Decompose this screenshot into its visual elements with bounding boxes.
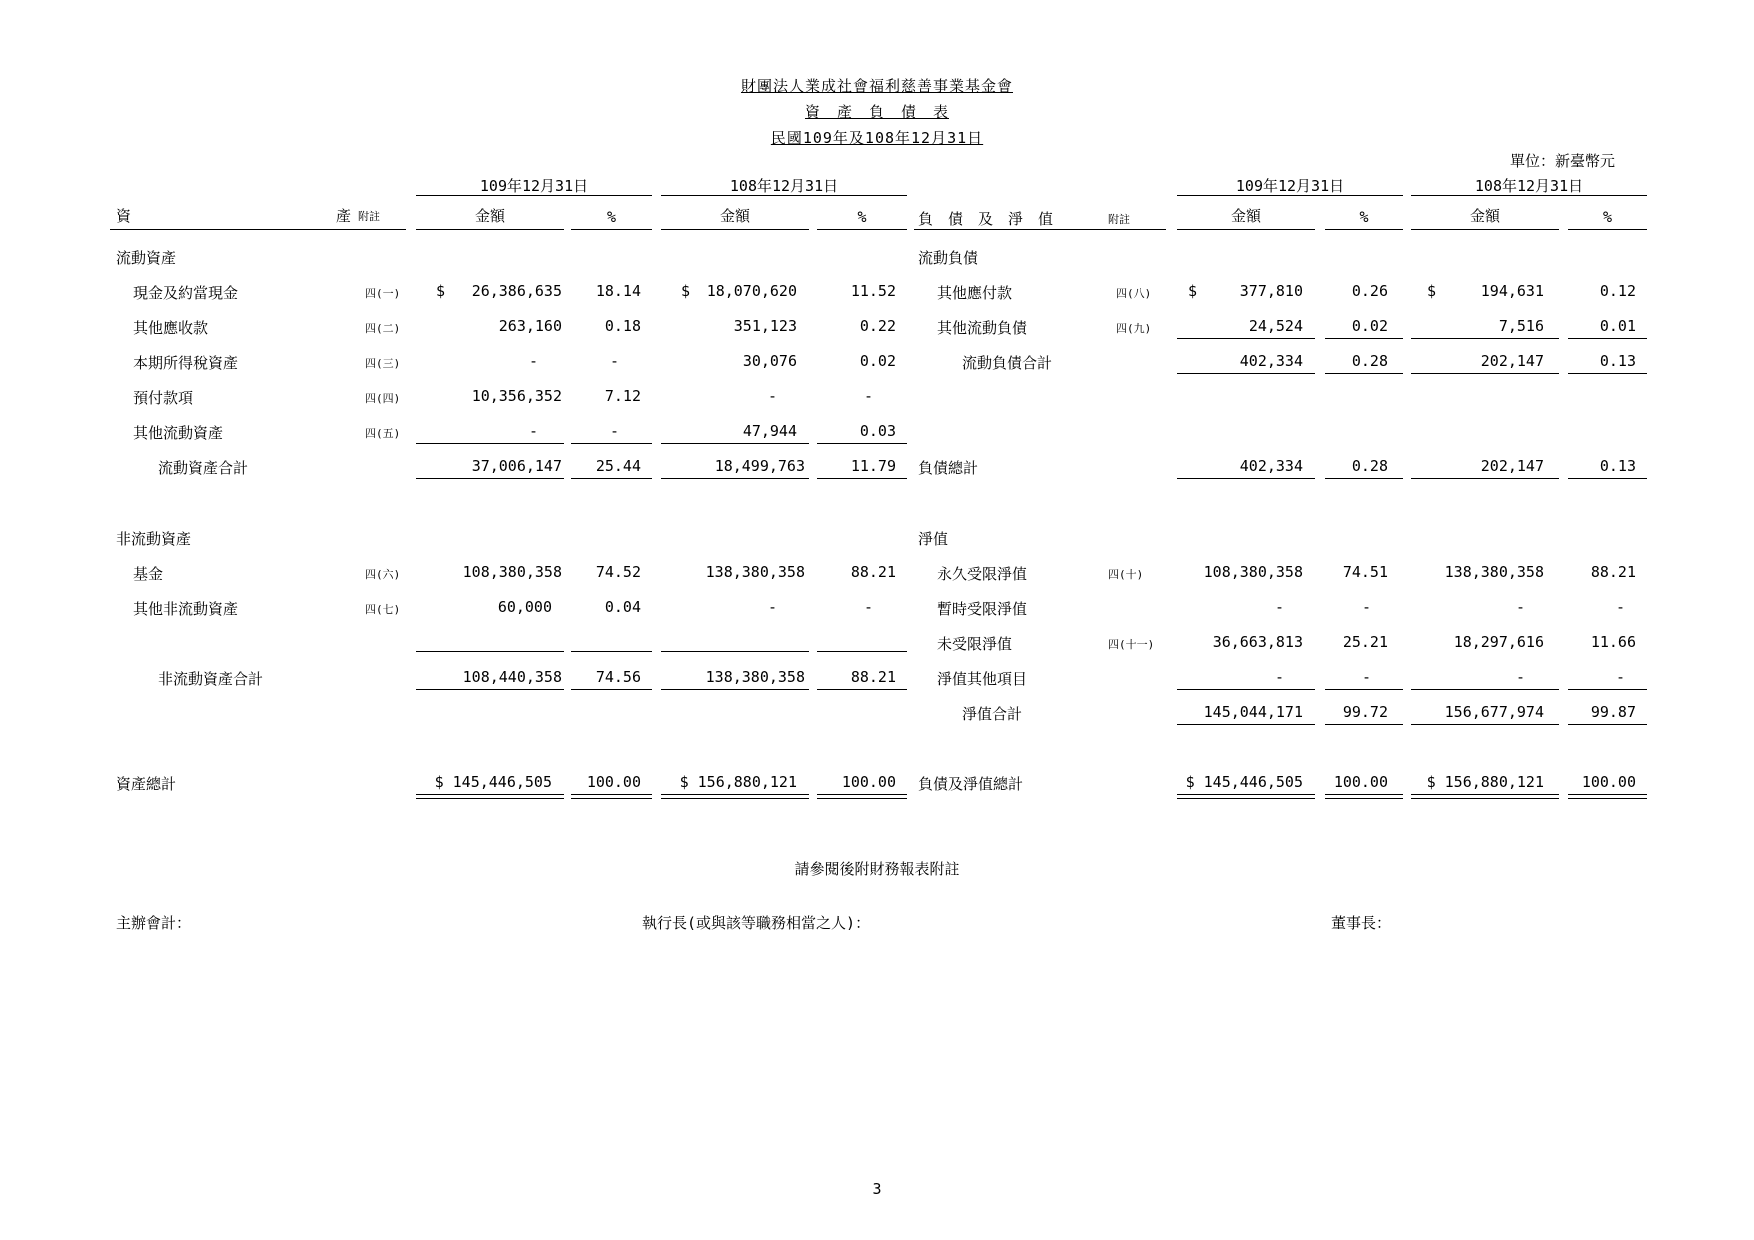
pct-109: 18.14 bbox=[595, 282, 641, 300]
current-assets-title: 流動資產 bbox=[116, 249, 177, 267]
footnote: 請參閱後附財務報表附註 bbox=[794, 860, 960, 878]
rule bbox=[1568, 229, 1647, 230]
rule bbox=[1411, 338, 1559, 339]
rule bbox=[1325, 338, 1403, 339]
pct-109: 0.28 bbox=[1351, 352, 1388, 370]
rule bbox=[1411, 229, 1559, 230]
pct-109: 25.44 bbox=[595, 457, 641, 475]
accountant-signature: 主辦會計： bbox=[116, 914, 192, 932]
report-title: 資 產 負 債 表 bbox=[804, 103, 949, 121]
pct-109: 25.21 bbox=[1342, 633, 1388, 651]
row-note: 四(八) bbox=[1116, 287, 1152, 300]
row-label: 現金及約當現金 bbox=[133, 284, 239, 302]
amount-108: 351,123 bbox=[733, 317, 797, 335]
row-note: 四(四) bbox=[365, 392, 401, 405]
amount-108: 156,677,974 bbox=[1444, 703, 1544, 721]
pct-109: 0.02 bbox=[1351, 317, 1388, 335]
current-liab-title: 流動負債 bbox=[918, 249, 979, 267]
amount-109: 108,380,358 bbox=[462, 563, 562, 581]
amount-109: 26,386,635 bbox=[471, 282, 562, 300]
rule bbox=[1568, 373, 1647, 374]
rule bbox=[1411, 724, 1559, 725]
amount-108: 30,076 bbox=[742, 352, 797, 370]
rule bbox=[571, 443, 652, 444]
amount-108: - bbox=[767, 387, 777, 405]
row-note: 四(十一) bbox=[1108, 638, 1155, 651]
dollar-sign: $ bbox=[436, 282, 446, 300]
pct-109: 0.28 bbox=[1351, 457, 1388, 475]
double-rule bbox=[1411, 794, 1559, 799]
pct-header: % bbox=[1359, 208, 1369, 226]
amount-109: - bbox=[1274, 598, 1284, 616]
amount-109: $ 145,446,505 bbox=[1185, 773, 1303, 791]
rule bbox=[661, 689, 809, 690]
rule bbox=[1325, 689, 1403, 690]
pct-108: 0.02 bbox=[859, 352, 896, 370]
pct-109: 0.26 bbox=[1351, 282, 1388, 300]
liab-header: 負 債 及 淨 值 bbox=[918, 210, 1054, 228]
row-label: 預付款項 bbox=[133, 389, 194, 407]
double-rule bbox=[817, 794, 907, 799]
rule bbox=[661, 443, 809, 444]
pct-108: 99.87 bbox=[1590, 703, 1636, 721]
right-date-109: 109年12月31日 bbox=[1235, 177, 1345, 195]
org-name: 財團法人業成社會福利慈善事業基金會 bbox=[740, 77, 1013, 95]
rule bbox=[1177, 373, 1315, 374]
row-label: 其他流動負債 bbox=[937, 319, 1028, 337]
rule bbox=[1411, 195, 1647, 196]
unit-label: 單位：新臺幣元 bbox=[1510, 152, 1616, 170]
row-note: 四(六) bbox=[365, 568, 401, 581]
row-label: 資產總計 bbox=[116, 775, 177, 793]
amount-header: 金額 bbox=[1469, 207, 1500, 225]
rule bbox=[416, 478, 564, 479]
double-rule bbox=[571, 794, 652, 799]
amount-109: 377,810 bbox=[1239, 282, 1303, 300]
report-period: 民國109年及108年12月31日 bbox=[770, 129, 984, 147]
pct-108: 88.21 bbox=[850, 668, 896, 686]
pct-header: % bbox=[1602, 208, 1613, 226]
pct-109: - bbox=[609, 352, 619, 370]
rule bbox=[661, 195, 907, 196]
pct-108: - bbox=[863, 387, 873, 405]
pct-108: 88.21 bbox=[850, 563, 896, 581]
rule bbox=[1568, 724, 1647, 725]
rule bbox=[1177, 338, 1315, 339]
rule bbox=[416, 651, 564, 652]
amount-109: $ 145,446,505 bbox=[434, 773, 552, 791]
noncurrent-assets-title: 非流動資產 bbox=[116, 530, 192, 548]
amount-109: 24,524 bbox=[1248, 317, 1303, 335]
amount-108: 18,499,763 bbox=[714, 457, 805, 475]
rule bbox=[1568, 478, 1647, 479]
double-rule bbox=[1325, 794, 1403, 799]
amount-109: 108,440,358 bbox=[462, 668, 562, 686]
rule bbox=[1411, 478, 1559, 479]
amount-108: $ 156,880,121 bbox=[1426, 773, 1544, 791]
rule bbox=[1177, 195, 1403, 196]
pct-108: 0.01 bbox=[1599, 317, 1636, 335]
row-label: 負債及淨值總計 bbox=[918, 775, 1024, 793]
rule bbox=[817, 478, 907, 479]
amount-109: 10,356,352 bbox=[471, 387, 562, 405]
double-rule bbox=[661, 794, 809, 799]
rule bbox=[1568, 338, 1647, 339]
rule bbox=[571, 229, 652, 230]
pct-108: 11.66 bbox=[1590, 633, 1636, 651]
double-rule bbox=[1568, 794, 1647, 799]
rule bbox=[914, 229, 1166, 230]
rule bbox=[110, 229, 406, 230]
row-label: 其他應付款 bbox=[937, 284, 1013, 302]
pct-108: 100.00 bbox=[1581, 773, 1636, 791]
amount-109: - bbox=[1274, 668, 1284, 686]
row-label: 非流動資產合計 bbox=[158, 670, 264, 688]
page-number: 3 bbox=[872, 1180, 882, 1198]
rule bbox=[817, 651, 907, 652]
row-label: 暫時受限淨值 bbox=[937, 600, 1028, 618]
pct-109: 99.72 bbox=[1342, 703, 1388, 721]
ceo-signature: 執行長(或與該等職務相當之人)： bbox=[642, 914, 871, 932]
row-note: 四(五) bbox=[365, 427, 401, 440]
rule bbox=[817, 689, 907, 690]
pct-108: 11.79 bbox=[850, 457, 896, 475]
dollar-sign: $ bbox=[681, 282, 691, 300]
rule bbox=[1325, 373, 1403, 374]
left-date-109: 109年12月31日 bbox=[479, 177, 589, 195]
row-label: 其他流動資產 bbox=[133, 424, 224, 442]
amount-109: 145,044,171 bbox=[1203, 703, 1303, 721]
rule bbox=[416, 229, 564, 230]
pct-108: 0.13 bbox=[1599, 352, 1636, 370]
row-note: 四(七) bbox=[365, 603, 401, 616]
row-label: 流動負債合計 bbox=[962, 354, 1053, 372]
rule bbox=[661, 651, 809, 652]
pct-108: 100.00 bbox=[841, 773, 896, 791]
rule bbox=[416, 689, 564, 690]
pct-108: 0.03 bbox=[859, 422, 896, 440]
pct-109: - bbox=[1361, 598, 1371, 616]
amount-109: 36,663,813 bbox=[1212, 633, 1303, 651]
row-label: 流動資產合計 bbox=[158, 459, 249, 477]
pct-109: 74.56 bbox=[595, 668, 641, 686]
assets-header-2: 產 bbox=[336, 207, 352, 225]
pct-108: 11.52 bbox=[850, 282, 896, 300]
pct-109: 74.51 bbox=[1342, 563, 1388, 581]
rule bbox=[1325, 229, 1403, 230]
amount-109: 402,334 bbox=[1239, 457, 1303, 475]
row-label: 淨值其他項目 bbox=[937, 670, 1028, 688]
pct-108: - bbox=[1615, 668, 1625, 686]
amount-108: $ 156,880,121 bbox=[679, 773, 797, 791]
pct-header: % bbox=[606, 208, 617, 226]
assets-header-1: 資 bbox=[116, 207, 132, 225]
amount-108: - bbox=[767, 598, 777, 616]
rule bbox=[1177, 689, 1315, 690]
pct-109: 100.00 bbox=[1333, 773, 1388, 791]
rule bbox=[1411, 689, 1559, 690]
row-label: 其他非流動資產 bbox=[133, 600, 239, 618]
amount-108: 47,944 bbox=[742, 422, 797, 440]
row-label: 負債總計 bbox=[918, 459, 979, 477]
note-header: 附註 bbox=[358, 210, 380, 223]
amount-108: 202,147 bbox=[1480, 352, 1544, 370]
double-rule bbox=[1177, 794, 1315, 799]
amount-109: 60,000 bbox=[497, 598, 552, 616]
row-label: 永久受限淨值 bbox=[937, 565, 1028, 583]
rule bbox=[1177, 478, 1315, 479]
rule bbox=[1177, 724, 1315, 725]
pct-109: - bbox=[1361, 668, 1371, 686]
pct-108: 0.13 bbox=[1599, 457, 1636, 475]
amount-108: 18,070,620 bbox=[706, 282, 797, 300]
amount-109: 402,334 bbox=[1239, 352, 1303, 370]
amount-108: 7,516 bbox=[1498, 317, 1544, 335]
pct-108: - bbox=[863, 598, 873, 616]
row-label: 其他應收款 bbox=[133, 319, 209, 337]
amount-108: 194,631 bbox=[1480, 282, 1544, 300]
pct-109: 100.00 bbox=[586, 773, 641, 791]
row-label: 未受限淨值 bbox=[937, 635, 1013, 653]
rule bbox=[1411, 373, 1559, 374]
amount-header: 金額 bbox=[719, 207, 750, 225]
pct-109: 0.04 bbox=[604, 598, 641, 616]
rule bbox=[817, 229, 907, 230]
amount-108: 18,297,616 bbox=[1453, 633, 1544, 651]
rule bbox=[1325, 478, 1403, 479]
amount-108: 138,380,358 bbox=[705, 668, 805, 686]
rule bbox=[661, 478, 809, 479]
pct-109: 74.52 bbox=[595, 563, 641, 581]
rule bbox=[571, 689, 652, 690]
amount-108: - bbox=[1515, 598, 1525, 616]
pct-108: 0.22 bbox=[859, 317, 896, 335]
equity-title: 淨值 bbox=[918, 530, 949, 548]
amount-header: 金額 bbox=[1230, 207, 1261, 225]
row-label: 淨值合計 bbox=[962, 705, 1023, 723]
amount-108: 202,147 bbox=[1480, 457, 1544, 475]
pct-108: 88.21 bbox=[1590, 563, 1636, 581]
row-note: 四(一) bbox=[365, 287, 401, 300]
row-note: 四(十) bbox=[1108, 568, 1144, 581]
rule bbox=[1568, 689, 1647, 690]
rule bbox=[1177, 229, 1315, 230]
pct-109: - bbox=[609, 422, 619, 440]
rule bbox=[1325, 724, 1403, 725]
pct-108: 0.12 bbox=[1599, 282, 1636, 300]
row-note: 四(九) bbox=[1116, 322, 1152, 335]
pct-108: - bbox=[1615, 598, 1625, 616]
pct-header: % bbox=[857, 208, 867, 226]
dollar-sign: $ bbox=[1188, 282, 1198, 300]
amount-109: 263,160 bbox=[498, 317, 562, 335]
pct-109: 0.18 bbox=[604, 317, 641, 335]
amount-109: 108,380,358 bbox=[1203, 563, 1303, 581]
amount-108: 138,380,358 bbox=[705, 563, 805, 581]
rule bbox=[571, 651, 652, 652]
right-date-108: 108年12月31日 bbox=[1474, 177, 1584, 195]
pct-109: 7.12 bbox=[604, 387, 641, 405]
rule bbox=[661, 229, 809, 230]
rule bbox=[571, 478, 652, 479]
left-date-108: 108年12月31日 bbox=[729, 177, 839, 195]
amount-109: 37,006,147 bbox=[471, 457, 562, 475]
amount-header: 金額 bbox=[474, 207, 505, 225]
amount-109: - bbox=[528, 422, 538, 440]
amount-108: - bbox=[1515, 668, 1525, 686]
row-label: 本期所得稅資產 bbox=[133, 354, 239, 372]
row-note: 四(三) bbox=[365, 357, 401, 370]
rule bbox=[416, 195, 652, 196]
row-label: 基金 bbox=[133, 565, 164, 583]
amount-108: 138,380,358 bbox=[1444, 563, 1544, 581]
amount-109: - bbox=[528, 352, 538, 370]
note-header: 附註 bbox=[1108, 213, 1130, 226]
rule bbox=[817, 443, 907, 444]
row-note: 四(二) bbox=[365, 322, 401, 335]
chairman-signature: 董事長： bbox=[1331, 914, 1392, 932]
double-rule bbox=[416, 794, 564, 799]
rule bbox=[416, 443, 564, 444]
dollar-sign: $ bbox=[1427, 282, 1437, 300]
